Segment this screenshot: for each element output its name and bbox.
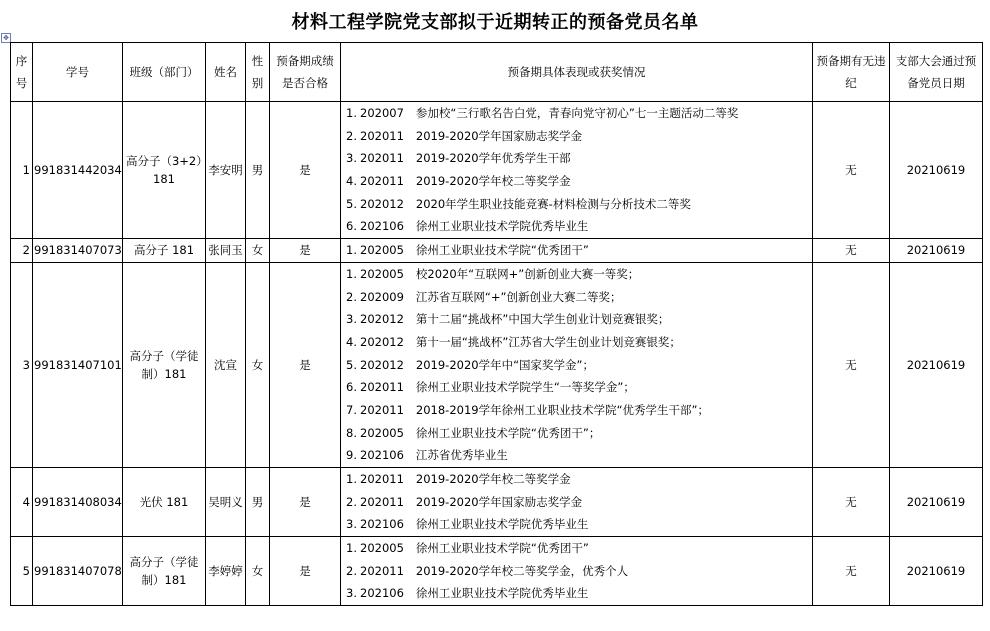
- cell-date: 20210619: [890, 262, 983, 467]
- award-text: 徐州工业职业技术学院“优秀团干”: [415, 243, 589, 258]
- cell-performance: [341, 468, 813, 537]
- award-number: 1.: [346, 541, 357, 556]
- probationary-members-table: [10, 42, 983, 606]
- award-date: 202012: [360, 334, 404, 349]
- award-date: 202011: [360, 494, 404, 509]
- cell-student-id: 991831408034: [33, 468, 123, 537]
- award-text: 2019-2020学年校二等奖学金: [415, 174, 571, 189]
- award-date: 202011: [360, 472, 404, 486]
- list-item: [346, 170, 811, 193]
- header-grades: 预备期成绩是否合格: [270, 43, 341, 102]
- list-item: [346, 308, 811, 331]
- award-list: [342, 263, 811, 467]
- cell-date: 20210619: [890, 239, 983, 263]
- award-number: 2.: [346, 494, 357, 509]
- cell-grades: 是: [270, 468, 341, 537]
- award-date: 202011: [360, 128, 404, 143]
- award-date: 202012: [360, 357, 404, 372]
- award-text: 2018-2019学年徐州工业职业技术学院“优秀学生干部”；: [415, 402, 710, 417]
- cell-seq: 2: [11, 239, 33, 263]
- cell-gender: 女: [246, 239, 270, 263]
- list-item: [346, 193, 811, 216]
- cell-date: 20210619: [890, 537, 983, 606]
- award-date: 202106: [360, 517, 404, 532]
- award-text: 徐州工业职业技术学院学生“一等奖学金”；: [415, 380, 635, 395]
- cell-class: 高分子（3+2）181: [123, 102, 206, 239]
- cell-student-id: 991831407101: [33, 262, 123, 467]
- award-text: 2019-2020学年国家励志奖学金: [415, 128, 583, 143]
- list-item: [346, 376, 811, 399]
- cell-class: 光伏 181: [123, 468, 206, 537]
- cell-performance: [341, 239, 813, 263]
- list-item: [346, 468, 811, 491]
- award-number: 5.: [346, 357, 357, 372]
- cell-name: 沈宣: [206, 262, 246, 467]
- award-number: 1.: [346, 243, 357, 258]
- cell-name: 吴明义: [206, 468, 246, 537]
- list-item: [346, 582, 811, 605]
- award-date: 202005: [360, 541, 404, 556]
- table-row: [11, 239, 983, 263]
- award-number: 1.: [346, 106, 357, 120]
- cell-date: 20210619: [890, 102, 983, 239]
- cell-student-id: 991831407078: [33, 537, 123, 606]
- award-text: 徐州工业职业技术学院“优秀团干”；: [415, 425, 601, 440]
- award-date: 202005: [360, 266, 404, 281]
- award-number: 5.: [346, 196, 357, 211]
- list-item: [346, 513, 811, 536]
- award-text: 参加校“三行歌名告白党，青春向党守初心”七一主题活动二等奖: [415, 106, 739, 120]
- cell-class: 高分子 181: [123, 239, 206, 263]
- cell-student-id: 991831442034: [33, 102, 123, 239]
- header-student-id: 学号: [33, 43, 123, 102]
- list-item: [346, 239, 811, 262]
- header-date: 支部大会通过预备党员日期: [890, 43, 983, 102]
- cell-performance: [341, 262, 813, 467]
- award-date: 202106: [360, 586, 404, 601]
- award-text: 校2020年“互联网+”创新创业大赛一等奖；: [415, 266, 640, 281]
- award-list: [342, 102, 811, 238]
- cell-class: 高分子（学徒制）181: [123, 262, 206, 467]
- list-item: [346, 422, 811, 445]
- award-date: 202011: [360, 174, 404, 189]
- award-text: 第十一届“挑战杯”江苏省大学生创业计划竞赛银奖；: [415, 334, 681, 349]
- award-text: 江苏省互联网“+”创新创业大赛二等奖；: [415, 289, 622, 304]
- cell-performance: [341, 537, 813, 606]
- award-number: 1.: [346, 266, 357, 281]
- award-date: 202011: [360, 402, 404, 417]
- list-item: [346, 263, 811, 286]
- award-date: 202106: [360, 219, 404, 234]
- header-name: 姓名: [206, 43, 246, 102]
- award-number: 1.: [346, 472, 357, 486]
- header-class: 班级（部门）: [123, 43, 206, 102]
- list-item: [346, 102, 811, 125]
- award-text: 徐州工业职业技术学院“优秀团干”: [415, 541, 589, 556]
- award-text: 徐州工业职业技术学院优秀毕业生: [415, 517, 589, 532]
- document-title: 材料工程学院党支部拟于近期转正的预备党员名单: [291, 12, 699, 33]
- cell-gender: 女: [246, 537, 270, 606]
- award-number: 2.: [346, 563, 357, 578]
- award-date: 202012: [360, 312, 404, 327]
- list-item: [346, 444, 811, 467]
- award-text: 徐州工业职业技术学院优秀毕业生: [415, 219, 589, 234]
- award-date: 202106: [360, 448, 404, 463]
- award-number: 2.: [346, 289, 357, 304]
- cell-violation: 无: [813, 537, 890, 606]
- award-number: 6.: [346, 380, 357, 395]
- award-text: 徐州工业职业技术学院优秀毕业生: [415, 586, 589, 601]
- header-seq: 序号: [11, 43, 33, 102]
- award-number: 3.: [346, 586, 357, 601]
- award-text: 2019-2020学年中“国家奖学金”；: [415, 357, 595, 372]
- cell-gender: 男: [246, 468, 270, 537]
- award-date: 202005: [360, 243, 404, 258]
- table-row: [11, 262, 983, 467]
- award-number: 4.: [346, 174, 357, 189]
- list-item: [346, 399, 811, 422]
- table-move-handle-icon[interactable]: ✥: [1, 33, 11, 43]
- award-date: 202005: [360, 425, 404, 440]
- award-date: 202007: [360, 106, 404, 120]
- list-item: [346, 491, 811, 514]
- award-date: 202011: [360, 380, 404, 395]
- award-text: 2020年学生职业技能竞赛-材料检测与分析技术二等奖: [415, 196, 691, 211]
- cell-grades: 是: [270, 102, 341, 239]
- cell-date: 20210619: [890, 468, 983, 537]
- award-list: [342, 239, 811, 262]
- cell-gender: 男: [246, 102, 270, 239]
- award-date: 202009: [360, 289, 404, 304]
- cell-gender: 女: [246, 262, 270, 467]
- list-item: [346, 286, 811, 309]
- header-violation: 预备期有无违纪: [813, 43, 890, 102]
- list-item: [346, 215, 811, 238]
- header-row: [11, 43, 983, 102]
- award-number: 6.: [346, 219, 357, 234]
- cell-seq: 4: [11, 468, 33, 537]
- cell-seq: 1: [11, 102, 33, 239]
- cell-violation: 无: [813, 468, 890, 537]
- award-number: 8.: [346, 425, 357, 440]
- cell-name: 张同玉: [206, 239, 246, 263]
- cell-name: 李婷婷: [206, 537, 246, 606]
- cell-violation: 无: [813, 102, 890, 239]
- cell-grades: 是: [270, 239, 341, 263]
- table-row: [11, 468, 983, 537]
- award-date: 202011: [360, 563, 404, 578]
- header-performance: 预备期具体表现或获奖情况: [341, 43, 813, 102]
- award-list: [342, 468, 811, 536]
- award-number: 3.: [346, 517, 357, 532]
- table-row: [11, 102, 983, 239]
- list-item: [346, 537, 811, 560]
- award-list: [342, 537, 811, 605]
- award-text: 2019-2020学年国家励志奖学金: [415, 494, 583, 509]
- list-item: [346, 147, 811, 170]
- cell-student-id: 991831407073: [33, 239, 123, 263]
- cell-violation: 无: [813, 239, 890, 263]
- award-number: 3.: [346, 151, 357, 166]
- cell-grades: 是: [270, 537, 341, 606]
- cell-name: 李安明: [206, 102, 246, 239]
- award-number: 3.: [346, 312, 357, 327]
- award-number: 9.: [346, 448, 357, 463]
- award-date: 202011: [360, 151, 404, 166]
- award-text: 2019-2020学年校二等奖学金: [415, 472, 571, 486]
- table-row: [11, 537, 983, 606]
- cell-class: 高分子（学徒制）181: [123, 537, 206, 606]
- award-number: 7.: [346, 402, 357, 417]
- cell-grades: 是: [270, 262, 341, 467]
- award-text: 2019-2020学年优秀学生干部: [415, 151, 571, 166]
- list-item: [346, 125, 811, 148]
- award-number: 4.: [346, 334, 357, 349]
- award-text: 第十二届“挑战杯”中国大学生创业计划竞赛银奖；: [415, 312, 670, 327]
- cell-seq: 5: [11, 537, 33, 606]
- list-item: [346, 331, 811, 354]
- list-item: [346, 560, 811, 583]
- award-date: 202012: [360, 196, 404, 211]
- cell-violation: 无: [813, 262, 890, 467]
- cell-seq: 3: [11, 262, 33, 467]
- header-gender: 性别: [246, 43, 270, 102]
- award-number: 2.: [346, 128, 357, 143]
- award-text: 江苏省优秀毕业生: [415, 448, 508, 463]
- award-text: 2019-2020学年校二等奖学金，优秀个人: [415, 563, 629, 578]
- cell-performance: [341, 102, 813, 239]
- list-item: [346, 354, 811, 377]
